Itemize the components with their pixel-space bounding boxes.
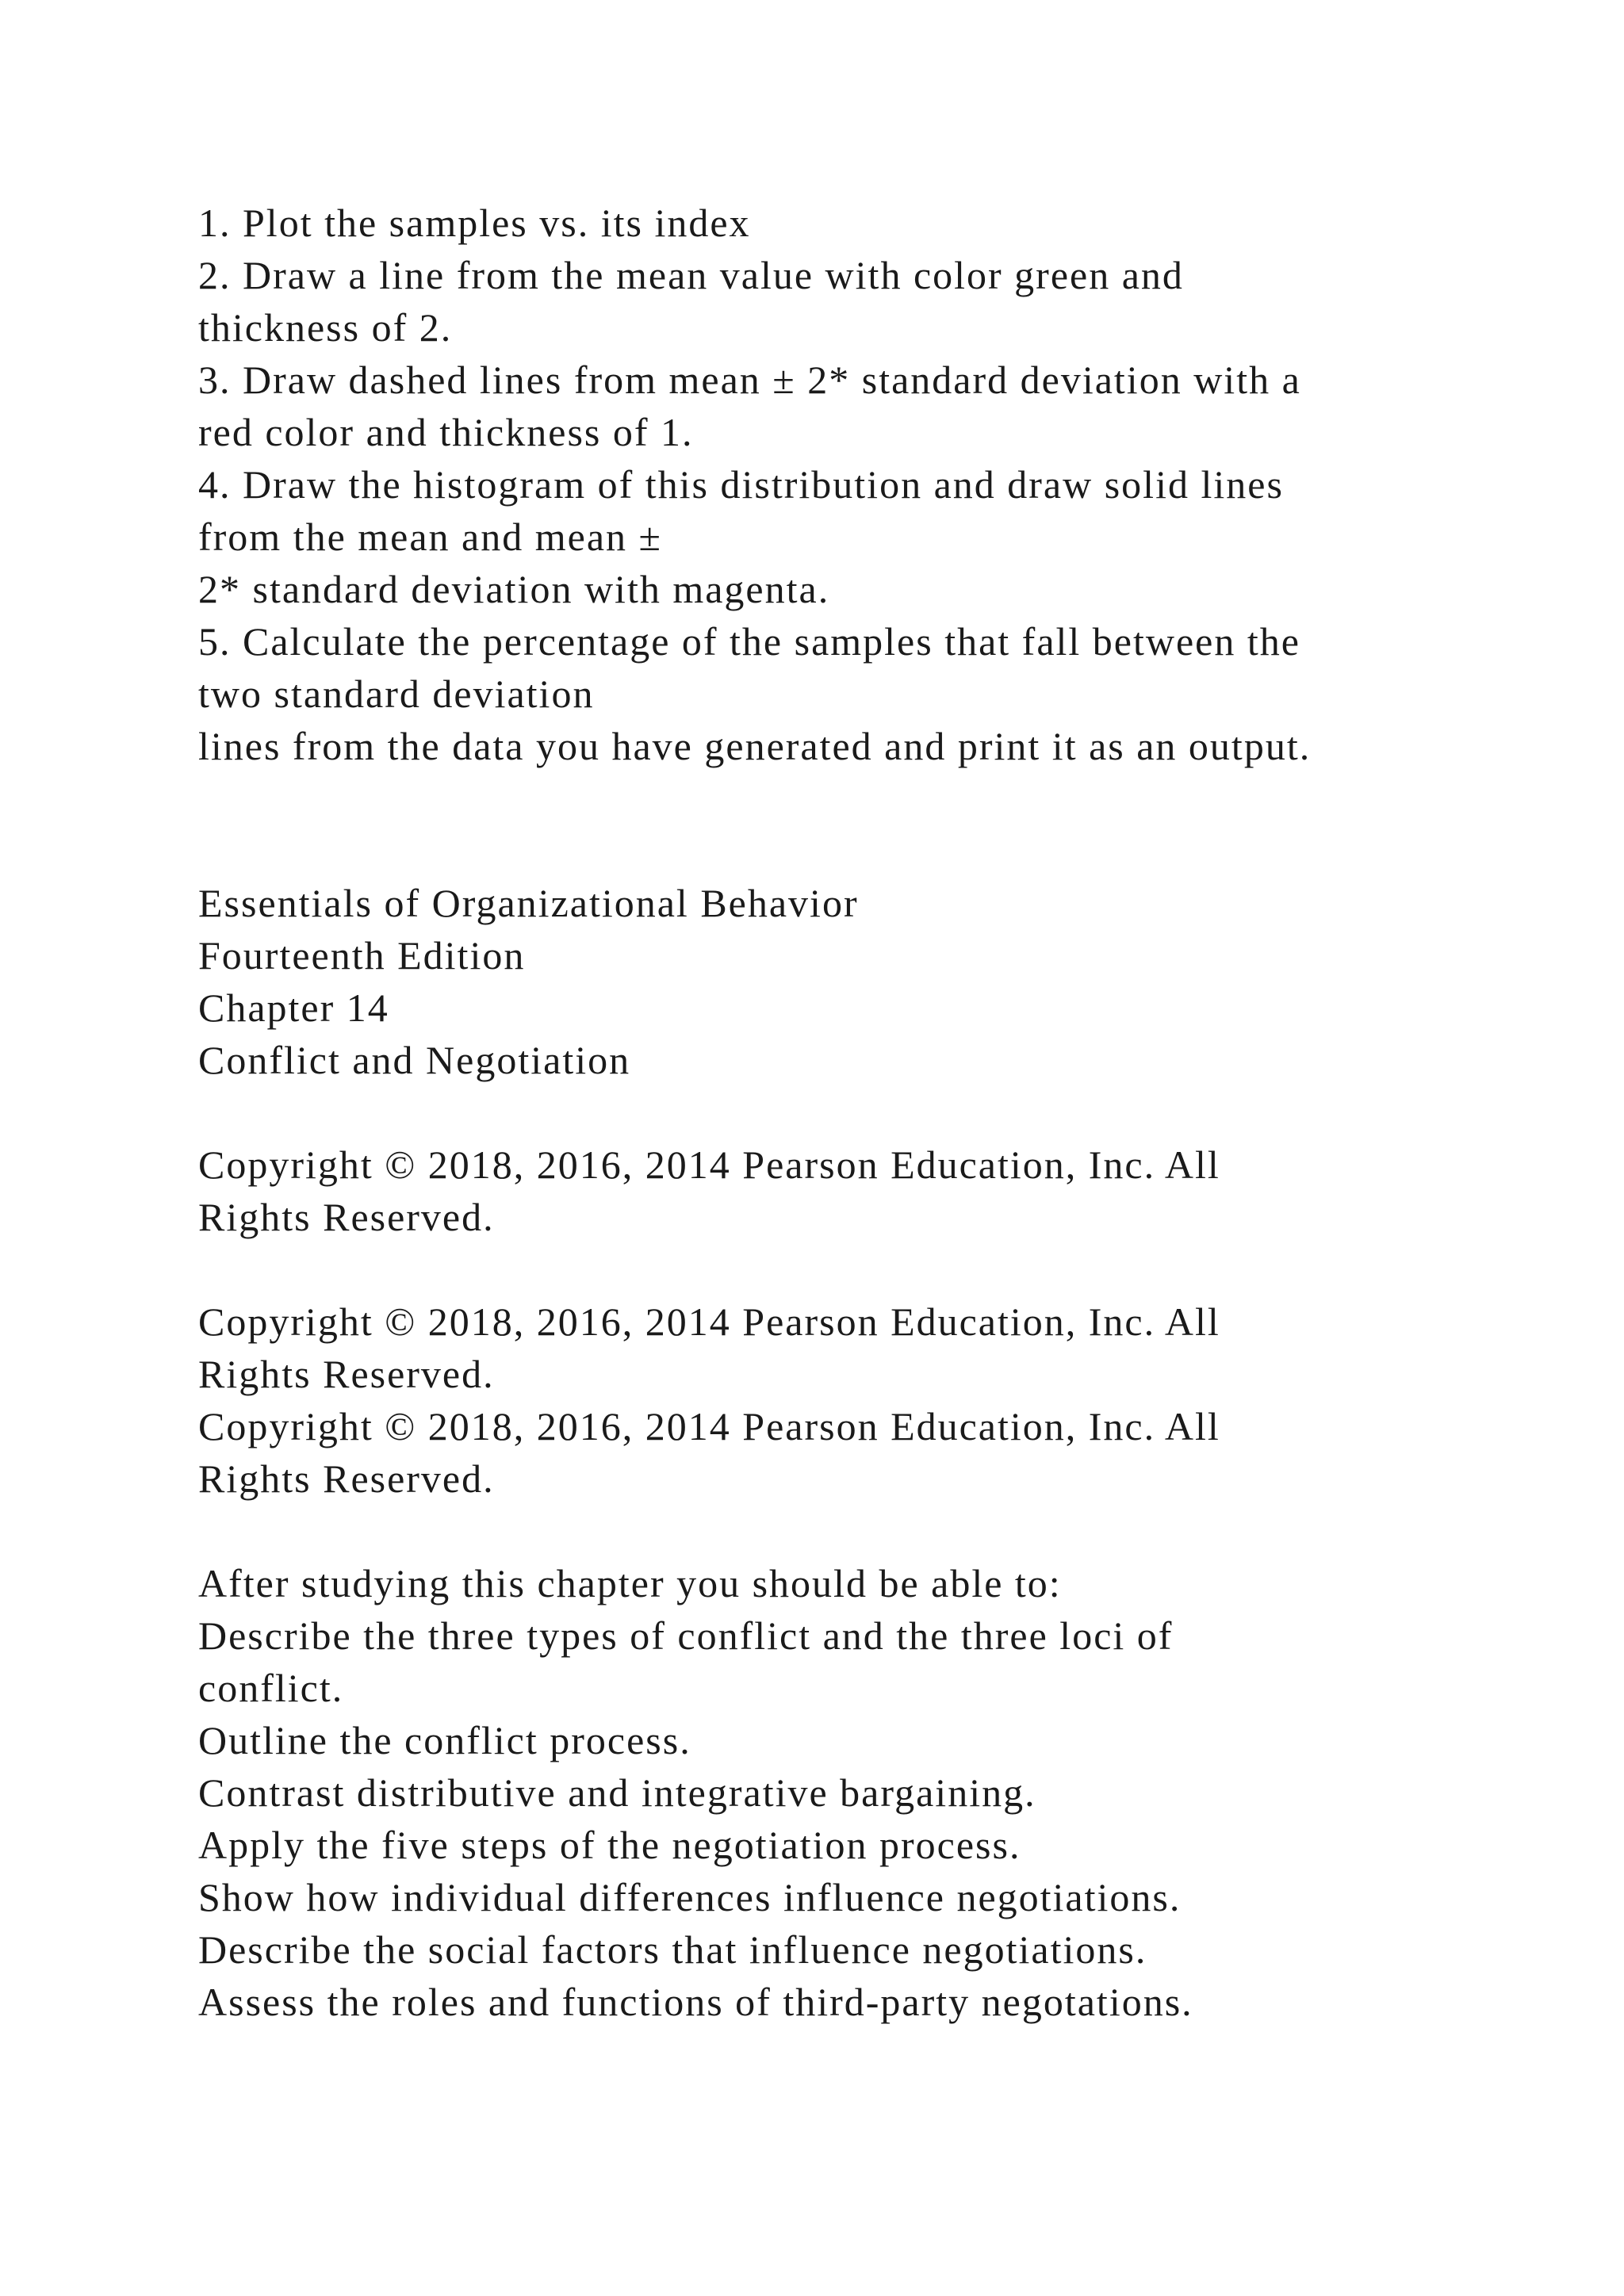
- objective-item: Show how individual differences influence negotiations.: [198, 1875, 1182, 1919]
- instruction-line: 3. Draw dashed lines from mean ± 2* standard deviation with a: [198, 358, 1301, 402]
- objective-item: Apply the five steps of the negotiation process.: [198, 1823, 1021, 1867]
- objectives-intro: After studying this chapter you should be able to:: [198, 1561, 1062, 1605]
- instruction-line: thickness of 2.: [198, 305, 453, 350]
- objective-item: Assess the roles and functions of third-party negotations.: [198, 1980, 1193, 2024]
- copyright-line: Rights Reserved.: [198, 1352, 495, 1396]
- copyright-line: Copyright © 2018, 2016, 2014 Pearson Education, Inc. All: [198, 1142, 1220, 1187]
- book-edition: Fourteenth Edition: [198, 933, 526, 978]
- instruction-line: 2. Draw a line from the mean value with color green and: [198, 253, 1184, 297]
- chapter-number: Chapter 14: [198, 985, 389, 1030]
- instruction-line: from the mean and mean ±: [198, 515, 662, 559]
- learning-objectives: [198, 1557, 1578, 2028]
- chapter-title: Conflict and Negotiation: [198, 1038, 631, 1082]
- document-page: [198, 197, 1578, 2028]
- book-heading: [198, 877, 1578, 1086]
- spacer: [198, 772, 1578, 877]
- copyright-line: Copyright © 2018, 2016, 2014 Pearson Education, Inc. All: [198, 1299, 1220, 1344]
- copyright-line: Rights Reserved.: [198, 1456, 495, 1501]
- spacer: [198, 1086, 1578, 1138]
- instruction-line: 4. Draw the histogram of this distribution and draw solid lines: [198, 462, 1284, 507]
- book-title: Essentials of Organizational Behavior: [198, 881, 859, 925]
- copyright-notice: [198, 1295, 1578, 1400]
- spacer: [198, 1243, 1578, 1295]
- objective-item: conflict.: [198, 1666, 344, 1710]
- instructions-block: [198, 197, 1578, 772]
- instruction-line: 1. Plot the samples vs. its index: [198, 201, 751, 245]
- copyright-line: Copyright © 2018, 2016, 2014 Pearson Education, Inc. All: [198, 1404, 1220, 1448]
- copyright-notice: [198, 1138, 1578, 1243]
- objective-item: Describe the three types of conflict and the three loci of: [198, 1613, 1174, 1658]
- instruction-line: 5. Calculate the percentage of the samples that fall between the: [198, 619, 1300, 664]
- copyright-line: Rights Reserved.: [198, 1195, 495, 1239]
- objective-item: Outline the conflict process.: [198, 1718, 691, 1762]
- instruction-line: red color and thickness of 1.: [198, 410, 694, 454]
- instruction-line: 2* standard deviation with magenta.: [198, 567, 830, 611]
- objective-item: Describe the social factors that influence negotiations.: [198, 1927, 1147, 1972]
- instruction-line: lines from the data you have generated and print it as an output.: [198, 724, 1312, 768]
- copyright-notice: [198, 1400, 1578, 1505]
- instruction-line: two standard deviation: [198, 672, 595, 716]
- objective-item: Contrast distributive and integrative bargaining.: [198, 1770, 1036, 1815]
- spacer: [198, 1505, 1578, 1557]
